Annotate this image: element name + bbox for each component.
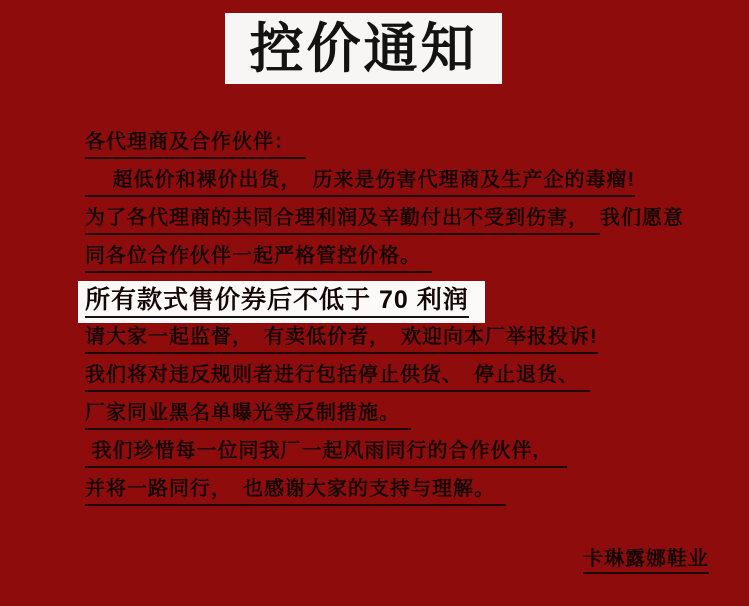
notice-line-text: 并将一路同行， 也感谢大家的支持与理解。 (85, 476, 506, 506)
notice-line (85, 476, 725, 514)
signature-text: 卡琳露娜鞋业 (583, 548, 709, 574)
notice-line (85, 362, 725, 400)
notice-title: 控价通知 (249, 18, 478, 79)
notice-line-highlighted (85, 281, 725, 324)
notice-line-text: 为了各代理商的共同合理利润及辛勤付出不受到伤害， (85, 205, 600, 235)
notice-line-text: 各代理商及合作伙伴： (85, 129, 306, 159)
notice-line-text: 超低价和裸价出货， 历来是伤害代理商及生产企的毒瘤! (85, 167, 635, 197)
notice-line-text: 所有款式售价券后不低于 70 利润 (85, 285, 469, 318)
notice-line-text: 同各位合作伙伴一起严格管控价格。 (85, 243, 432, 273)
notice-line (85, 243, 725, 281)
notice-line-text: 我们将对违反规则者进行包括停止供货、 停止退货、 (85, 362, 590, 392)
notice-line (85, 438, 725, 476)
notice-line (85, 324, 725, 362)
notice-body (85, 129, 725, 514)
notice-line (85, 167, 725, 205)
signature (583, 542, 709, 571)
notice-line-text: 请大家一起监督， 有卖低价者， 欢迎向本厂举报投诉! (85, 324, 598, 354)
highlight-band (78, 281, 485, 323)
notice-line (85, 129, 725, 167)
notice-line-text: 我们珍惜每一位同我厂一起风雨同行的合作伙伴, (85, 438, 567, 468)
notice-line-text: 我们愿意 (600, 207, 684, 229)
notice-line (85, 205, 725, 243)
notice-line-text: 厂家同业黑名单曝光等反制措施。 (85, 400, 411, 430)
notice-title-box (225, 13, 502, 84)
notice-line (85, 400, 725, 438)
